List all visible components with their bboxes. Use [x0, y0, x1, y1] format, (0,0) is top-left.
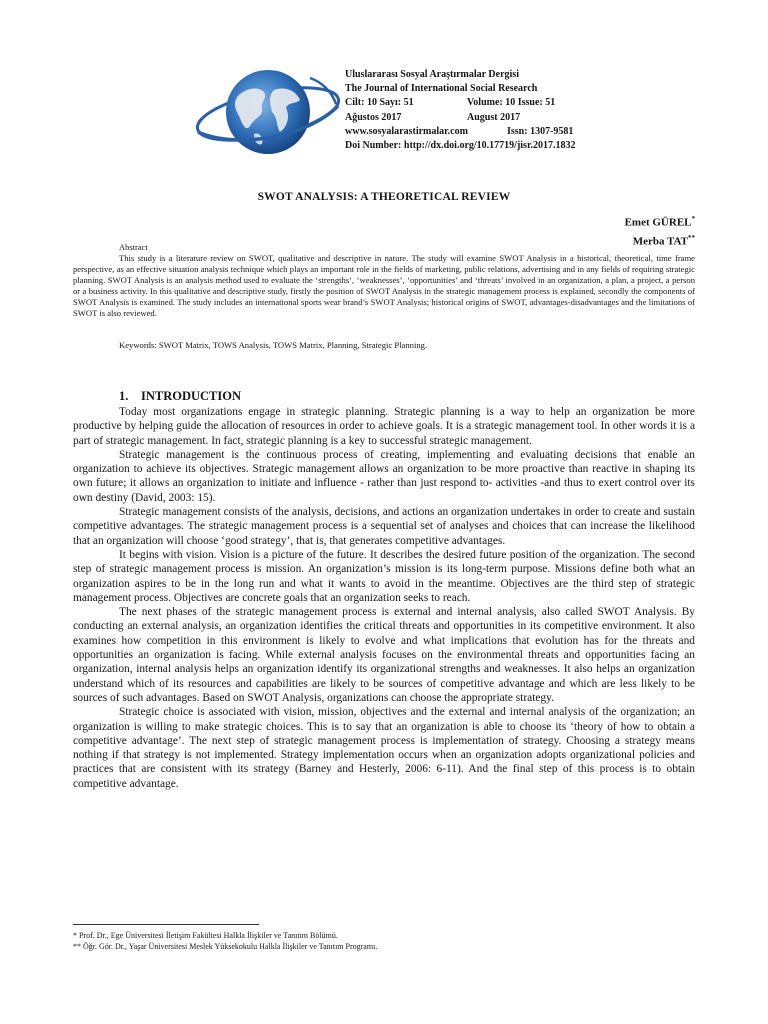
journal-doi[interactable]: Doi Number: http://dx.doi.org/10.17719/jisr.2017.1832 — [345, 139, 576, 151]
author-1-name: Emet GÜREL — [624, 216, 692, 229]
paragraph: The next phases of the strategic management process is external and internal analysis, also called SWOT Analysis. By conducting an external analysis, an organization identifies the critical threats and opportunities in its competitive environment. It also examines how competition in this environment is likely to evolve and what implications that evolution has for the threats and opportunities an organization is facing. While external analysis focuses on the environmental threats and opportunities facing an organization, internal analysis helps an organization identify its organizational strengths and weaknesses. It also helps an organization understand which of its resources and capabilities are likely to be sources of competitive advantage and which are less likely to be sources of such advantages. Based on SWOT Analysis, organizations can choose the appropriate strategy. — [73, 606, 695, 704]
journal-issn: Issn: 1307-9581 — [507, 125, 574, 137]
paragraph: Strategic management is the continuous process of creating, implementing and evaluating decisions that enable an organization to achieve its objectives. Strategic management allows an organization to be more proactive than reactive in shaping its own future; it allows an organization to initiate and influence - rather than just respond to- activities -and thus to exert control over its own destiny (David, 2003: 15). — [73, 448, 695, 504]
author-1 — [625, 212, 695, 231]
paragraph: Today most organizations engage in strategic planning. Strategic planning is a way to help an organization be more productive by helping guide the allocation of resources in order to achieve goals. It is a strategic management tool. In other words it is a part of strategic management. In fact, strategic planning is a key to successful strategic management. — [73, 406, 695, 447]
section-heading — [119, 389, 241, 404]
author-block — [625, 212, 695, 249]
author-2-mark: ** — [688, 233, 695, 242]
body-text — [73, 405, 695, 791]
author-2-name: Merba TAT — [632, 235, 688, 248]
section-number: 1. — [119, 389, 129, 403]
footnote-2: ** Öğr. Gör. Dr., Yaşar Üniversitesi Meslek Yüksekokulu Halkla İlişkiler ve Tanıtım Programı. — [73, 942, 378, 951]
footnote-divider — [73, 924, 259, 925]
paragraph: It begins with vision. Vision is a picture of the future. It describes the desired future position of the organization. The second step of strategic management process is mission. An organization’s mission is its long-term purpose. Missions define both what an organization aspires to be in the long run and what it wants to avoid in the meantime. Objectives are the third step of strategic management process. Objectives are concrete goals that an organization seeks to reach. — [73, 548, 695, 604]
author-1-mark: * — [691, 215, 695, 223]
paragraph: Strategic management consists of the analysis, decisions, and actions an organization undertakes in order to create and sustain competitive advantages. The strategic management process is a sequential set of analyses and choices that can increase the likelihood that an organization will choose ‘good strategy’, that is, that generates competitive advantages. — [73, 506, 695, 547]
abstract-heading: Abstract — [119, 242, 148, 252]
journal-info — [345, 68, 745, 153]
journal-website[interactable]: www.sosyalarastirmalar.com — [345, 125, 468, 137]
footnote-1: * Prof. Dr., Ege Üniversitesi İletişim Fakültesi Halkla İlişkiler ve Tanıtım Bölümü. — [73, 931, 338, 940]
journal-month-en: August 2017 — [467, 111, 521, 123]
paper-title: SWOT ANALYSIS: A THEORETICAL REVIEW — [257, 191, 511, 203]
section-title: INTRODUCTION — [141, 389, 242, 403]
journal-cilt: Cilt: 10 Sayı: 51 — [345, 97, 414, 109]
abstract-text: This study is a literature review on SWOT, qualitative and descriptive in nature. The study will examine SWOT Analysis in a historical, theoretical, time frame perspective, as an effective situation analysis technique which plays an important role in the fields of marketing, public relations, advertising and in any fields of requiring strategic planning. SWOT Analysis is an analysis method used to evaluate the ‘strengths’, ‘weaknesses’, ‘opportunities’ and ‘threats’ involved in an organization, a plan, a project, a person or a business activity. In this qualitative and descriptive study, firstly the position of SWOT Analysis in the strategic management process is explained, secondly the components of SWOT Analysis is examined. The study includes an international sports wear brand’s SWOT Analysis; historical origins of SWOT, advantages-disadvantages and the limitations of SWOT is also reviewed. — [73, 253, 695, 318]
globe-logo-icon — [192, 60, 342, 164]
keywords: Keywords: SWOT Matrix, TOWS Analysis, TOWS Matrix, Planning, Strategic Planning. — [119, 340, 428, 350]
journal-name-tr: Uluslararası Sosyal Araştırmalar Dergisi — [345, 69, 519, 80]
journal-name-en: The Journal of International Social Research — [345, 83, 538, 95]
author-2 — [625, 231, 695, 250]
paragraph: Strategic choice is associated with vision, mission, objectives and the external and internal analysis of the organization; an organization is willing to make strategic choices. This is to say that an organization is able to choose its ‘theory of how to obtain a competitive advantage’. The next step of strategic management process is implementation of strategy. Choosing a strategy means nothing if that strategy is not implemented. Strategy implementation occurs when an organization adopts organizational policies and practices that are consistent with its strategy (Barney and Hesterly, 2006: 6-11). And the final step of this process is to obtain competitive advantage. — [73, 706, 695, 790]
journal-volume: Volume: 10 Issue: 51 — [467, 97, 556, 109]
footnotes — [73, 930, 377, 952]
journal-month-tr: Ağustos 2017 — [345, 111, 402, 123]
